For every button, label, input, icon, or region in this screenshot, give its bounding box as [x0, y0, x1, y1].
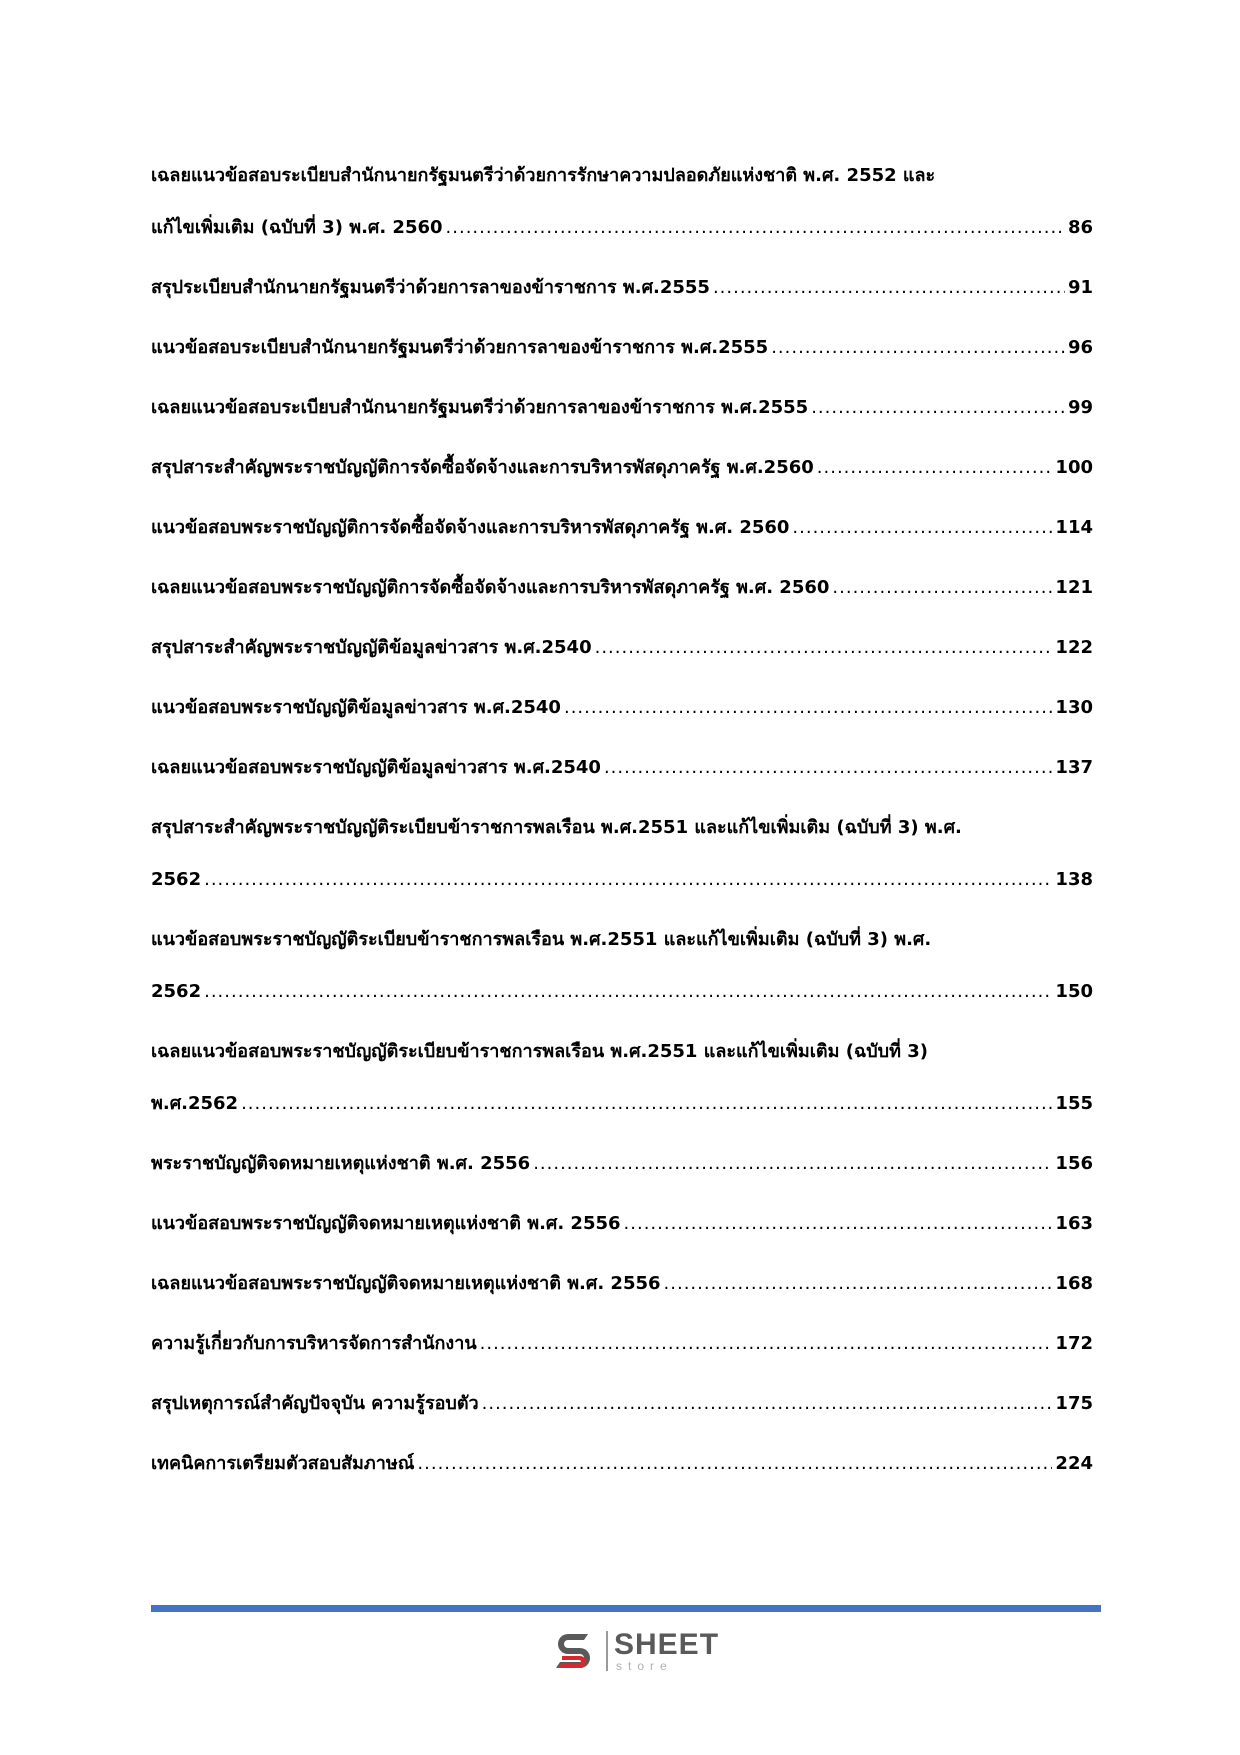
toc-entry[interactable]: [151, 1438, 1093, 1490]
toc-entry-title: ความรู้เกี่ยวกับการบริหารจัดการสำนักงาน: [151, 1333, 477, 1354]
toc-entry[interactable]: [151, 622, 1093, 674]
toc-leader-dots: [595, 622, 1053, 674]
toc-leader-dots: [482, 1378, 1053, 1430]
toc-entry-title: แนวข้อสอบระเบียบสำนักนายกรัฐมนตรีว่าด้วยการลาของข้าราชการ พ.ศ.2555: [151, 337, 769, 358]
toc-leader-dots: [817, 442, 1053, 494]
toc-page-number: 155: [1055, 1093, 1093, 1114]
toc-entry[interactable]: [151, 1026, 1093, 1130]
toc-leader-dots: [241, 1078, 1052, 1130]
toc-page-number: 150: [1055, 981, 1093, 1002]
toc-entry-title: แนวข้อสอบพระราชบัญญัติการจัดซื้อจัดจ้างและการบริหารพัสดุภาครัฐ พ.ศ. 2560: [151, 517, 790, 538]
toc-entry-title: สรุประเบียบสำนักนายกรัฐมนตรีว่าด้วยการลาของข้าราชการ พ.ศ.2555: [151, 277, 710, 298]
toc-leader-dots: [446, 202, 1065, 254]
toc-leader-dots: [792, 502, 1052, 554]
toc-entry[interactable]: [151, 562, 1093, 614]
toc-page-number: 96: [1067, 337, 1093, 358]
sheet-store-logo: [550, 1625, 719, 1677]
toc-entry[interactable]: [151, 502, 1093, 554]
toc-page-number: 156: [1055, 1153, 1093, 1174]
toc-entry[interactable]: [151, 1198, 1093, 1250]
footer-divider-bar: [151, 1605, 1101, 1612]
toc-page-number: 168: [1055, 1273, 1093, 1294]
toc-entry-title: เฉลยแนวข้อสอบระเบียบสำนักนายกรัฐมนตรีว่าด้วยการลาของข้าราชการ พ.ศ.2555: [151, 397, 809, 418]
toc-entry-title: แก้ไขเพิ่มเติม (ฉบับที่ 3) พ.ศ. 2560: [151, 217, 443, 238]
toc-page-number: 122: [1055, 637, 1093, 658]
toc-entry-title: พ.ศ.2562: [151, 1093, 239, 1114]
logo-separator: [606, 1631, 608, 1671]
toc-entry[interactable]: [151, 914, 1093, 1018]
toc-entry-title: แนวข้อสอบพระราชบัญญัติข้อมูลข่าวสาร พ.ศ.2540: [151, 697, 561, 718]
toc-entry[interactable]: [151, 802, 1093, 906]
toc-entry-title-line1: เฉลยแนวข้อสอบพระราชบัญญัติระเบียบข้าราชการพลเรือน พ.ศ.2551 และแก้ไขเพิ่มเติม (ฉบับที่ 3): [151, 1041, 928, 1062]
toc-entry[interactable]: [151, 150, 1093, 254]
toc-leader-dots: [533, 1138, 1052, 1190]
toc-leader-dots: [204, 966, 1052, 1018]
toc-entry-title: เทคนิคการเตรียมตัวสอบสัมภาษณ์: [151, 1453, 415, 1474]
toc-leader-dots: [417, 1438, 1052, 1490]
toc-leader-dots: [664, 1258, 1053, 1310]
toc-entry[interactable]: [151, 742, 1093, 794]
toc-page-number: 163: [1055, 1213, 1093, 1234]
toc-leader-dots: [564, 682, 1052, 734]
toc-entry-title: แนวข้อสอบพระราชบัญญัติจดหมายเหตุแห่งชาติ พ.ศ. 2556: [151, 1213, 621, 1234]
toc-entry[interactable]: [151, 442, 1093, 494]
toc-page-number: 137: [1055, 757, 1093, 778]
toc-leader-dots: [811, 382, 1065, 434]
toc-entry[interactable]: [151, 1318, 1093, 1370]
toc-leader-dots: [204, 854, 1052, 906]
toc-leader-dots: [624, 1198, 1053, 1250]
toc-page-number: 224: [1055, 1453, 1093, 1474]
toc-entry-title: 2562: [151, 981, 202, 1002]
toc-page-number: 138: [1055, 869, 1093, 890]
toc-page-number: 114: [1055, 517, 1093, 538]
toc-entry-title: เฉลยแนวข้อสอบพระราชบัญญัติการจัดซื้อจัดจ้างและการบริหารพัสดุภาครัฐ พ.ศ. 2560: [151, 577, 830, 598]
toc-entry-title: สรุปสาระสำคัญพระราชบัญญัติการจัดซื้อจัดจ้างและการบริหารพัสดุภาครัฐ พ.ศ.2560: [151, 457, 814, 478]
toc-entry[interactable]: [151, 1378, 1093, 1430]
toc-entry-title-line1: สรุปสาระสำคัญพระราชบัญญัติระเบียบข้าราชการพลเรือน พ.ศ.2551 และแก้ไขเพิ่มเติม (ฉบับที่ 3) พ.ศ.: [151, 817, 962, 838]
toc-page-number: 86: [1067, 217, 1093, 238]
toc-page-number: 99: [1067, 397, 1093, 418]
logo-text: [614, 1630, 719, 1672]
toc-entry-title-line1: เฉลยแนวข้อสอบระเบียบสำนักนายกรัฐมนตรีว่าด้วยการรักษาความปลอดภัยแห่งชาติ พ.ศ. 2552 และ: [151, 165, 936, 186]
toc-leader-dots: [713, 262, 1065, 314]
toc-entry-title: 2562: [151, 869, 202, 890]
toc-entry-title: เฉลยแนวข้อสอบพระราชบัญญัติข้อมูลข่าวสาร พ.ศ.2540: [151, 757, 601, 778]
logo-word: SHEET: [614, 1628, 720, 1661]
toc-leader-dots: [771, 322, 1065, 374]
toc-leader-dots: [604, 742, 1052, 794]
toc-leader-dots: [832, 562, 1052, 614]
toc-entry-title: เฉลยแนวข้อสอบพระราชบัญญัติจดหมายเหตุแห่งชาติ พ.ศ. 2556: [151, 1273, 661, 1294]
toc-page-number: 121: [1055, 577, 1093, 598]
toc-entry-title: สรุปเหตุการณ์สำคัญปัจจุบัน ความรู้รอบตัว: [151, 1393, 479, 1414]
toc-page-number: 91: [1067, 277, 1093, 298]
toc-entry-title: พระราชบัญญัติจดหมายเหตุแห่งชาติ พ.ศ. 2556: [151, 1153, 531, 1174]
table-of-contents: [151, 150, 1093, 1498]
toc-entry[interactable]: [151, 1138, 1093, 1190]
toc-page-number: 130: [1055, 697, 1093, 718]
toc-entry-title: สรุปสาระสำคัญพระราชบัญญัติข้อมูลข่าวสาร พ.ศ.2540: [151, 637, 592, 658]
sheet-store-logo-icon: [550, 1626, 600, 1676]
toc-page-number: 100: [1055, 457, 1093, 478]
toc-entry[interactable]: [151, 1258, 1093, 1310]
toc-page-number: 175: [1055, 1393, 1093, 1414]
toc-entry[interactable]: [151, 322, 1093, 374]
toc-page-number: 172: [1055, 1333, 1093, 1354]
toc-leader-dots: [480, 1318, 1053, 1370]
toc-entry-title-line1: แนวข้อสอบพระราชบัญญัติระเบียบข้าราชการพลเรือน พ.ศ.2551 และแก้ไขเพิ่มเติม (ฉบับที่ 3) พ.ศ.: [151, 929, 932, 950]
logo-subtext: store: [616, 1659, 673, 1673]
toc-entry[interactable]: [151, 262, 1093, 314]
toc-entry[interactable]: [151, 382, 1093, 434]
toc-entry[interactable]: [151, 682, 1093, 734]
